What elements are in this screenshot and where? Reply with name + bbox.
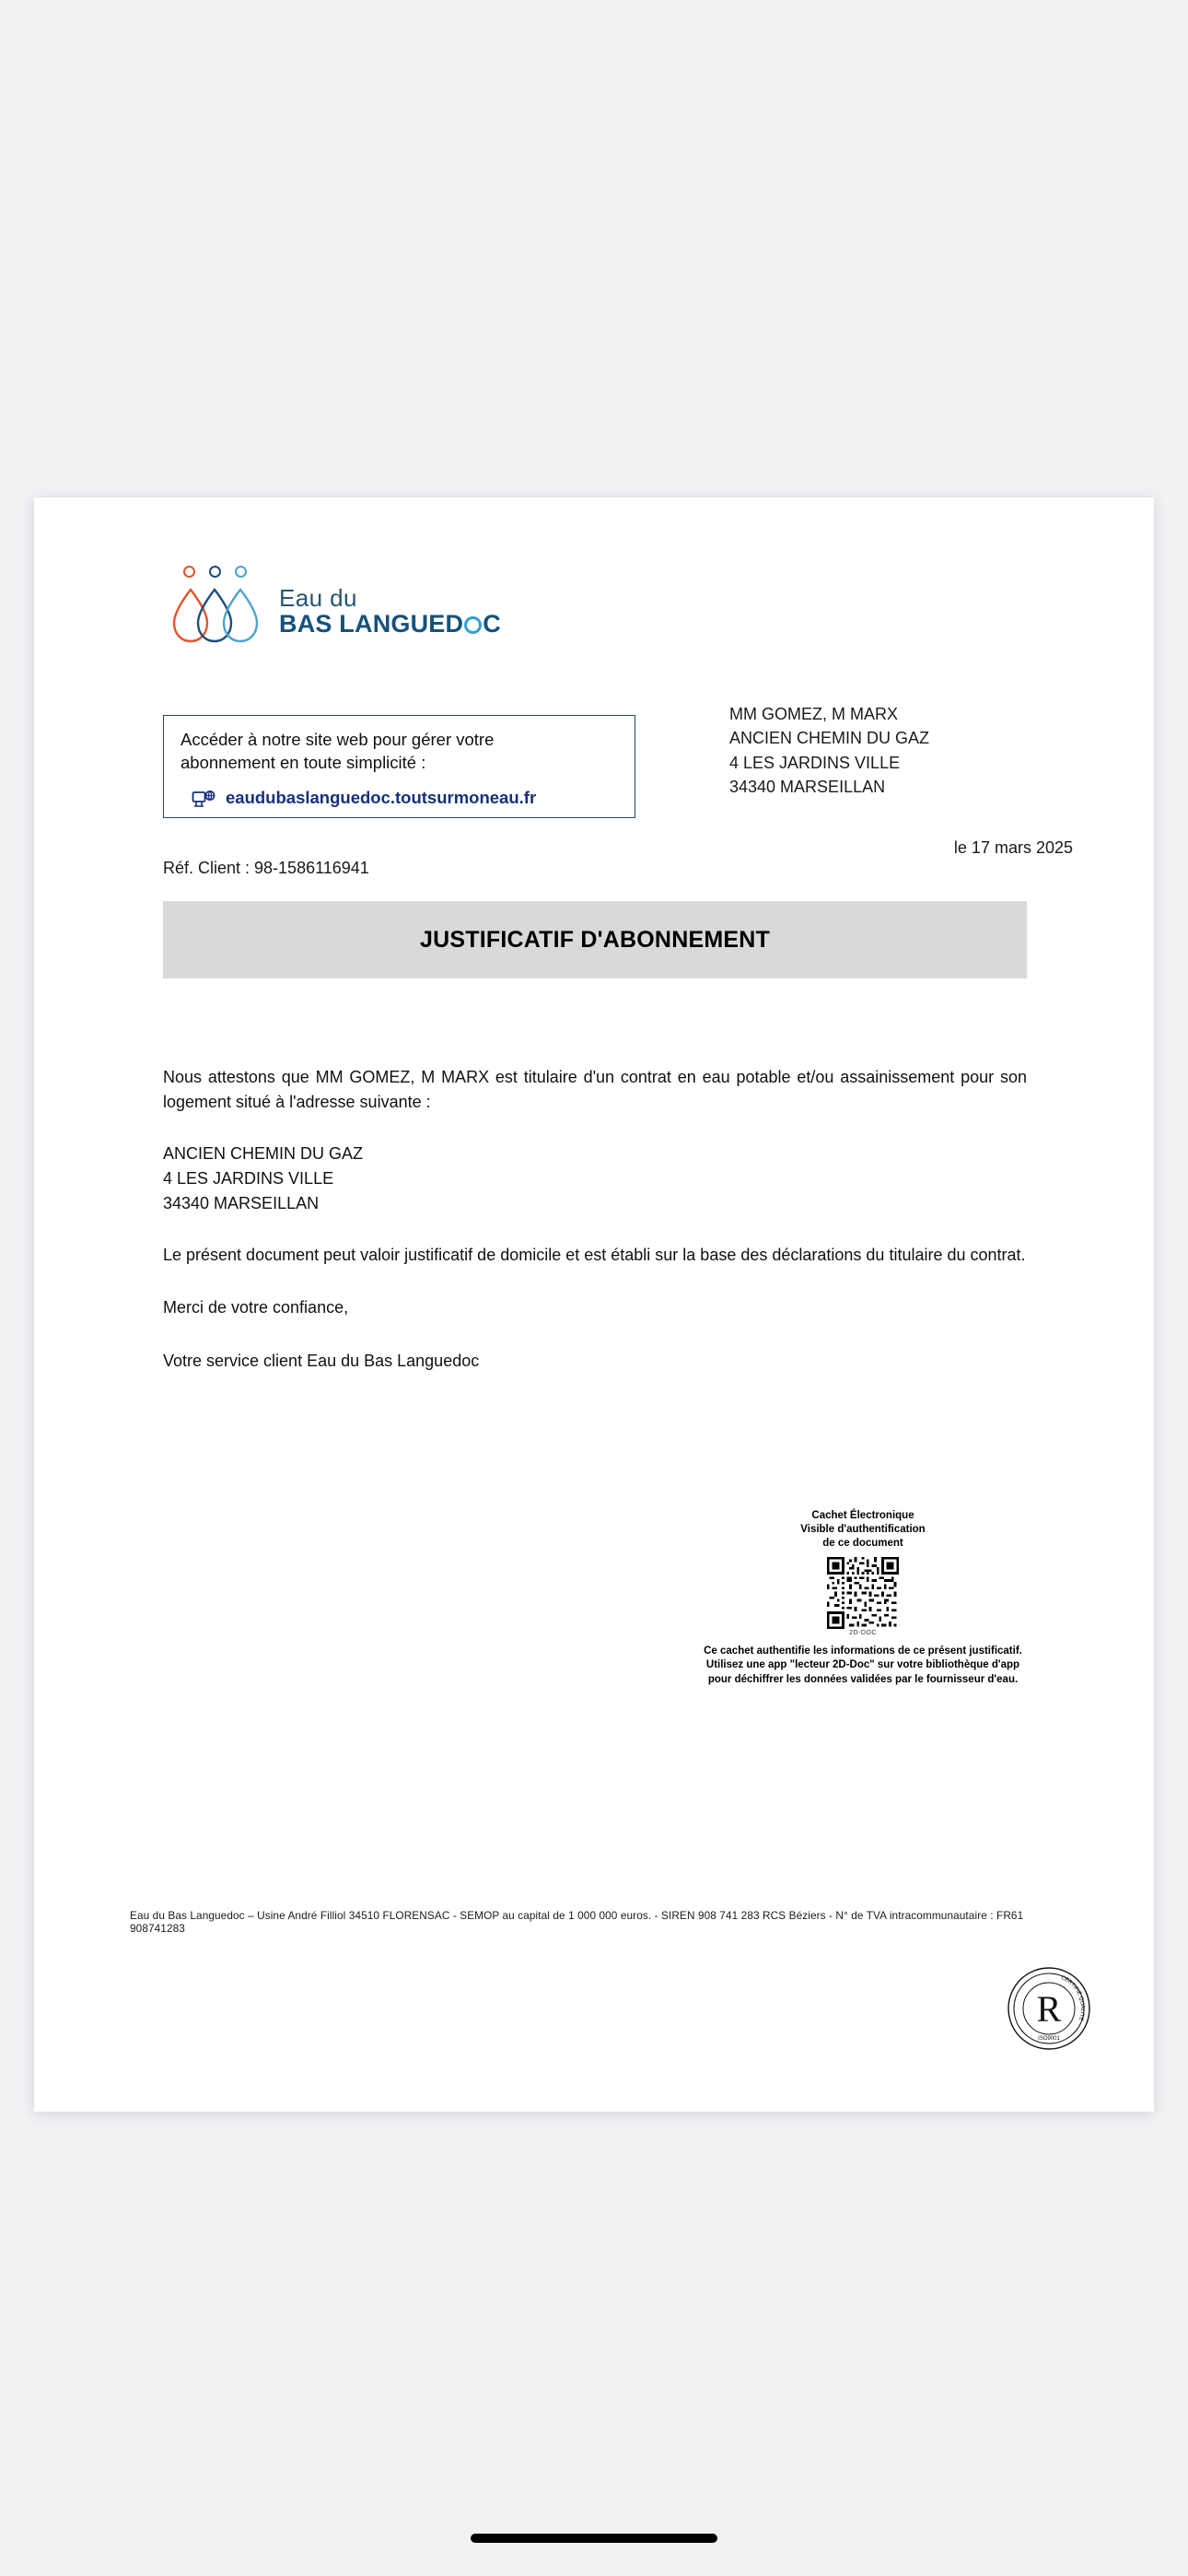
website-callout-line1: Accéder à notre site web pour gérer votre [181, 730, 495, 749]
stamp-caption-line-1: Cachet Électronique [811, 1510, 914, 1521]
stamp-caption-line-2: Visible d'authentification [800, 1523, 926, 1535]
body-paragraph-1: Nous attestons que MM GOMEZ, M MARX est titulaire d'un contrat en eau potable et/ou assainissement pour son logement situé à l'adresse suivante : [163, 1068, 1027, 1112]
certification-seal-icon [1007, 1966, 1091, 2051]
logo-line2-post: C [483, 610, 501, 638]
stamp-footer-line-1: Ce cachet authentifie les informations de ce présent justificatif. [704, 1645, 1022, 1657]
navy-dot-icon [209, 566, 221, 578]
logo-line2 [279, 611, 501, 637]
logo-line2-pre: BAS LANGUED [279, 610, 464, 638]
subject-address-line-1: ANCIEN CHEMIN DU GAZ [163, 1143, 364, 1163]
recipient-line-3: 4 LES JARDINS VILLE [729, 753, 901, 772]
electronic-stamp-block [697, 1509, 1029, 1687]
svg-text:CERTIFIÉ QUALITÉ: CERTIFIÉ QUALITÉ [1060, 1974, 1086, 2021]
subject-address-line-3: 34340 MARSEILLAN [163, 1194, 320, 1213]
website-callout-line2: abonnement en toute simplicité : [181, 752, 426, 772]
logo-dots [183, 566, 247, 578]
water-drops-icon [170, 586, 268, 645]
document-date: le 17 mars 2025 [953, 838, 1073, 857]
qr-code-label: 2D-DOC [849, 1629, 877, 1636]
orange-dot-icon [183, 566, 195, 578]
recipient-line-2: ANCIEN CHEMIN DU GAZ [729, 729, 930, 748]
website-url[interactable]: eaudubaslanguedoc.toutsurmoneau.fr [226, 788, 537, 808]
body-paragraph-2: Le présent document peut valoir justificatif de domicile et est établi sur la base des déclarations du titulaire du contrat. [163, 1245, 1026, 1264]
stamp-caption-line-3: de ce document [822, 1537, 903, 1549]
recipient-line-1: MM GOMEZ, M MARX [729, 705, 898, 723]
qr-code-wrapper [827, 1557, 899, 1636]
page-title: JUSTIFICATIF D'ABONNEMENT [420, 926, 770, 953]
stamp-footer-line-3: pour déchiffrer les données validées par le fournisseur d'eau. [707, 1673, 1019, 1685]
client-reference: Réf. Client : 98-1586116941 [163, 859, 369, 877]
logo-line1: Eau du [279, 584, 357, 612]
svg-text:ISO9001: ISO9001 [1038, 2036, 1060, 2042]
document-page [34, 498, 1154, 2112]
stamp-footer-line-2: Utilisez une app "lecteur 2D-Doc" sur votre bibliothèque d'app [705, 1659, 1020, 1671]
svg-text:R: R [1036, 1988, 1062, 2030]
company-logo [170, 566, 520, 650]
legal-footer: Eau du Bas Languedoc – Usine André Filliol 34510 FLORENSAC - SEMOP au capital de 1 000 000 euros. - SIREN 908 741 283 RCS Béziers - N° de TVA intracommunautaire : FR61 908741283 [130, 1909, 1024, 1935]
document-body [163, 1065, 1027, 1374]
blue-dot-icon [235, 566, 247, 578]
qr-code-icon [827, 1557, 899, 1629]
website-link-row[interactable] [181, 787, 618, 809]
document-title-banner [163, 901, 1027, 978]
home-indicator[interactable] [471, 2534, 717, 2543]
body-paragraph-4: Votre service client Eau du Bas Languedoc [163, 1351, 480, 1370]
recipient-line-4: 34340 MARSEILLAN [729, 778, 886, 797]
body-paragraph-3: Merci de votre confiance, [163, 1298, 349, 1317]
website-callout-box [163, 715, 635, 818]
logo-o-ring-icon [464, 616, 482, 634]
logo-wordmark [279, 586, 501, 638]
globe-icon [192, 787, 215, 809]
recipient-address-block [729, 702, 929, 800]
subject-address-line-2: 4 LES JARDINS VILLE [163, 1169, 334, 1188]
